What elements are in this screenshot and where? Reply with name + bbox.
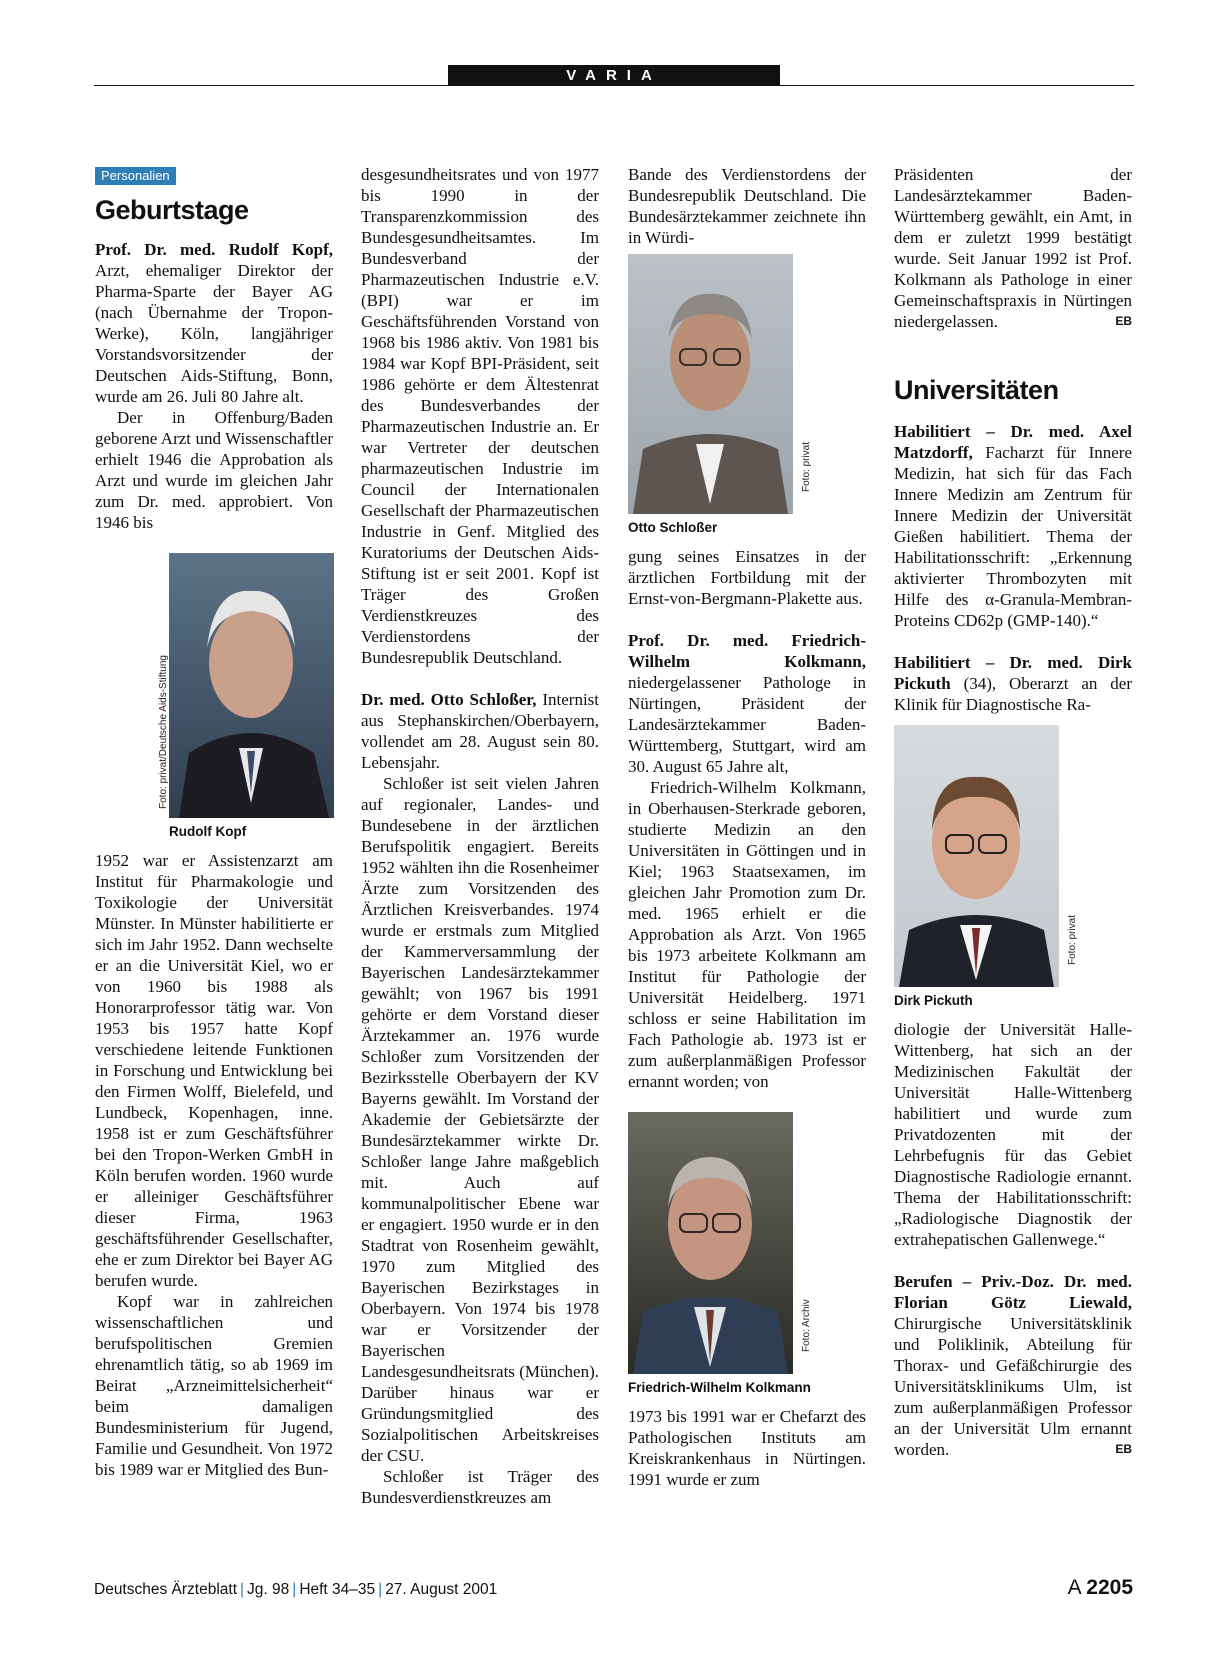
separator: |	[292, 1581, 297, 1598]
schlosser-name: Dr. med. Otto Schloßer,	[361, 690, 537, 709]
column-4	[894, 164, 1132, 1460]
matzdorff-text: Facharzt für Innere Medizin, hat sich für das Fach Innere Medizin am Zentrum für Innere Medizin der Universität Gießen habilitiert. Thema der Habilitationsschrift: „Erkennung aktivierter Thrombozyten mit Hilfe des α-Granula-Membran-Proteins CD62p (GMP-140).“	[894, 443, 1132, 630]
pickuth-figure	[894, 725, 1132, 1009]
kopf-photo-credit: Foto: privat/Deutsche Aids-Stiftung	[158, 655, 169, 809]
schlosser-photo	[628, 254, 793, 514]
kolkmann-paragraph-3: 1973 bis 1991 war er Chefarzt des Pathologischen Instituts am Kreiskrankenhaus in Nürtingen. 1991 wurde er zum	[628, 1407, 866, 1489]
pickuth-text: (34), Oberarzt an der Klinik für Diagnostische Ra-	[894, 674, 1132, 714]
author-signature: EB	[1115, 1442, 1132, 1456]
portrait-image	[628, 254, 793, 514]
heading-universitaeten: Universitäten	[894, 375, 1059, 405]
kopf-paragraph-3: 1952 war er Assistenzarzt am Institut für Pharmakologie und Toxikologie der Universität Münster. In Münster habilitierte er sich im Jahr 1952. Dann wechselte er an die Universität Kiel, wo er von 1960 bis 1988 als Honorarprofessor tätig war. Von 1953 bis 1957 hatte Kopf verschiedene leitende Funktionen in Forschung und Entwicklung bei den Firmen Wolff, Bielefeld, und Lundbeck, Kopenhagen, inne. 1958 ist er zum Geschäftsführer bei den Tropon-Werken GmbH in Köln berufen worden. 1960 wurde er alleiniger Geschäftsführer dieser Firma, 1963 geschäftsführender Gesellschafter, ehe er zum Direktor bei Bayer AG berufen wurde.	[95, 851, 333, 1290]
schlosser-photo-credit: Foto: privat	[801, 441, 812, 492]
category-tag: Personalien	[95, 167, 176, 185]
portrait-image	[169, 553, 334, 818]
page-number	[1068, 1576, 1133, 1600]
matzdorff-entry	[894, 421, 1132, 631]
journal-name: Deutsches Ärzteblatt	[94, 1581, 238, 1598]
liewald-entry	[894, 1271, 1132, 1460]
kopf-paragraph-2: Der in Offenburg/Baden geborene Arzt und Wissenschaftler erhielt 1946 die Approbation als Arzt und wurde im gleichen Jahr zum Dr. med. approbiert. Von 1946 bis	[95, 408, 333, 532]
schlosser-paragraph-3: Schloßer ist Träger des Bundesverdienstkreuzes am	[361, 1467, 599, 1507]
schlosser-intro-text: Internist aus Stephanskirchen/Oberbayern, vollendet am 28. August sein 80. Lebensjahr.	[361, 690, 600, 772]
liewald-text: Chirurgische Universitätsklinik und Poliklinik, Abteilung für Thorax- und Gefäßchirurgie des Universitätsklinikums Ulm, ist zum außerplanmäßigen Professor an der Universität Ulm ernannt worden.	[894, 1314, 1132, 1459]
page-footer	[94, 1581, 497, 1599]
column-2	[361, 164, 599, 1508]
pickuth-entry	[894, 652, 1132, 715]
pickuth-photo-credit: Foto: privat	[1067, 914, 1078, 965]
issue-date: 27. August 2001	[385, 1581, 498, 1598]
pickuth-paragraph-2: diologie der Universität Halle-Wittenberg, hat sich an der Medizinischen Fakultät der Universität Halle-Wittenberg habilitiert und wurde zum Privatdozenten mit der Lehrbefugnis für das Gebiet Diagnostische Radiologie ernannt. Thema der Habilitationsschrift: „Radiologische Diagnostik der extrahepatischen Gallenwege.“	[894, 1020, 1132, 1249]
kopf-name: Prof. Dr. med. Rudolf Kopf,	[95, 240, 333, 259]
schlosser-paragraph-2: Schloßer ist seit vielen Jahren auf regionaler, Landes- und Bundesebene in der ärztlichen Berufspolitik engagiert. Bereits 1952 wählten ihn die Rosenheimer Ärzte zum Vorsitzenden des Ärztlichen Kreisverbandes. 1974 wurde er erstmals zum Mitglied der Kammerversammlung der Bayerischen Landesärztekammer gewählt; von 1967 bis 1991 gehörte er dem Vorstand dieser Ärztekammer an. 1976 wurde Schloßer zum Vorsitzenden der Bezirksstelle Oberbayern der KV Bayerns gewählt. Im Vorstand der Akademie der Gebietsärzte der Bundesärztekammer wirkte Dr. Schloßer lange Jahre maßgeblich mit. Auch auf kommunalpolitischer Ebene war er engagiert. 1950 wurde er in den Stadtrat von Rosenheim gewählt, 1970 zum Mitglied des Bayerischen Bezirkstages in Oberbayern. Von 1974 bis 1978 war er Vorsitzender der Bayerischen Landesgesundheitsrats (München). Darüber hinaus war er Gründungsmitglied des Sozialpolitischen Arbeitskreises der CSU.	[361, 774, 599, 1465]
schlosser-intro	[361, 689, 599, 773]
kolkmann-figure	[628, 1112, 866, 1396]
page-prefix: A	[1067, 1576, 1081, 1599]
kopf-intro-text: Arzt, ehemaliger Direktor der Pharma-Sparte der Bayer AG (nach Übernahme der Tropon-Werke), Köln, langjähriger Vorstandsvorsitzender der Deutschen Aids-Stiftung, Bonn, wurde am 26. Juli 80 Jahre alt.	[95, 261, 333, 406]
schlosser-paragraph-4: Bande des Verdienstordens der Bundesrepublik Deutschland. Die Bundesärztekammer zeichnete ihn in Würdi-	[628, 165, 866, 247]
portrait-image	[894, 725, 1059, 987]
kolkmann-photo	[628, 1112, 793, 1374]
portrait-image	[628, 1112, 793, 1374]
kolkmann-paragraph-2: Friedrich-Wilhelm Kolkmann, in Oberhausen-Sterkrade geboren, studierte Medizin an den Universitäten in Göttingen und in Kiel; 1963 Staatsexamen, im gleichen Jahr Promotion zum Dr. med. 1965 erhielt er die Approbation als Arzt. Von 1965 bis 1973 arbeitete Kolkmann am Institut für Pathologie der Universität Heidelberg. 1971 schloss er seine Habilitation im Fach Pathologie ab. 1973 ist er zum außerplanmäßigen Professor ernannt worden; von	[628, 778, 866, 1091]
kopf-photo	[169, 553, 334, 818]
kopf-figure	[95, 553, 333, 840]
kolkmann-paragraph-4-text: Präsidenten der Landesärztekammer Baden-Württemberg gewählt, ein Amt, in dem er zuletzt 1999 bestätigt wurde. Seit Januar 1992 ist Prof. Kolkmann als Pathologe in einer Gemeinschaftspraxis in Nürtingen niedergelassen.	[894, 165, 1132, 331]
issue: Heft 34–35	[299, 1581, 376, 1598]
section-header: VARIA	[448, 65, 780, 86]
pickuth-photo	[894, 725, 1059, 987]
kolkmann-name: Prof. Dr. med. Friedrich-Wilhelm Kolkmann,	[628, 631, 866, 671]
kopf-intro	[95, 239, 333, 407]
column-1	[95, 164, 333, 1480]
kolkmann-photo-caption: Friedrich-Wilhelm Kolkmann	[628, 1380, 811, 1395]
column-3	[628, 164, 866, 1490]
separator: |	[378, 1581, 383, 1598]
kopf-paragraph-5: desgesundheitsrates und von 1977 bis 1990 in der Transparenzkommission des Bundesgesundheitsamtes. Im Bundesverband der Pharmazeutischen Industrie e.V. (BPI) war er im Geschäftsführenden Vorstand von 1968 bis 1986 aktiv. Von 1981 bis 1984 war Kopf BPI-Präsident, seit 1986 gehörte er dem Ältestenrat des Bundesverbandes der Pharmazeutischen Industrie an. Er war Vertreter der deutschen pharmazeutischen Industrie im Council der Internationalen Gesellschaft der Pharmazeutischen Industrie in Genf. Mitglied des Kuratoriums der Deutschen Aids-Stiftung ist er seit 2001. Kopf ist Träger des Großen Verdienstkreuzes des Verdienstordens der Bundesrepublik Deutschland.	[361, 165, 599, 667]
separator: |	[240, 1581, 245, 1598]
schlosser-figure	[628, 254, 866, 536]
pickuth-name: Habilitiert – Dr. med. Dirk Pickuth	[894, 653, 1132, 693]
kolkmann-photo-credit: Foto: Archiv	[801, 1299, 812, 1352]
kolkmann-intro	[628, 630, 866, 777]
matzdorff-name: Habilitiert – Dr. med. Axel Matzdorff,	[894, 422, 1132, 462]
kolkmann-paragraph-4	[894, 164, 1132, 332]
schlosser-paragraph-5: gung seines Einsatzes in der ärztlichen Fortbildung mit der Ernst-von-Bergmann-Plakette aus.	[628, 547, 866, 608]
kopf-photo-caption: Rudolf Kopf	[169, 824, 247, 839]
liewald-name: Berufen – Priv.-Doz. Dr. med. Florian Götz Liewald,	[894, 1272, 1132, 1312]
page-number-value: 2205	[1086, 1576, 1133, 1599]
kopf-paragraph-4: Kopf war in zahlreichen wissenschaftlichen und berufspolitischen Gremien ehrenamtlich tätig, so ab 1969 im Beirat „Arzneimittelsicherheit“ beim damaligen Bundesministerium für Jugend, Familie und Gesundheit. Von 1972 bis 1989 war er Mitglied des Bun-	[95, 1292, 333, 1479]
pickuth-photo-caption: Dirk Pickuth	[894, 993, 973, 1008]
schlosser-photo-caption: Otto Schloßer	[628, 520, 718, 535]
kolkmann-intro-text: niedergelassener Pathologe in Nürtingen, Präsident der Landesärztekammer Baden-Württemberg, Stuttgart, wird am 30. August 65 Jahre alt,	[628, 673, 866, 776]
heading-geburtstage: Geburtstage	[95, 195, 249, 225]
volume: Jg. 98	[247, 1581, 290, 1598]
author-signature: EB	[1115, 314, 1132, 328]
